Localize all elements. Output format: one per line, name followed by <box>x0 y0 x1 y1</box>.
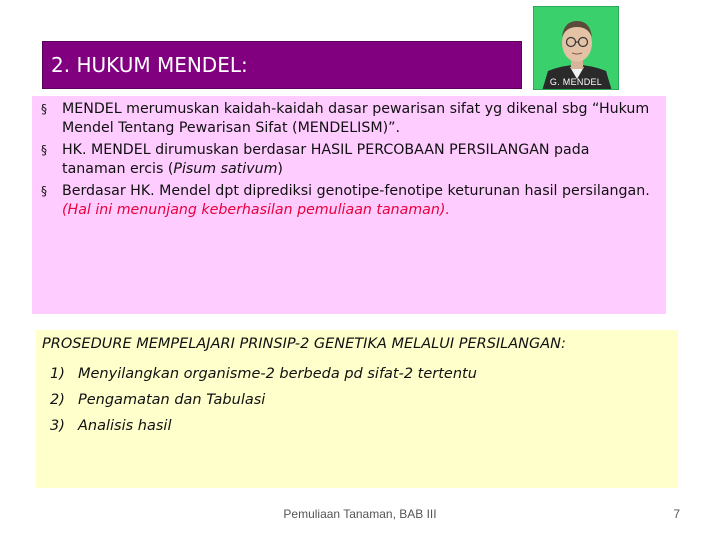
step-number: 1) <box>50 366 65 382</box>
procedure-title: PROSEDURE MEMPELAJARI PRINSIP-2 GENETIKA MELALUI PERSILANGAN: <box>42 336 566 352</box>
list-item <box>32 141 666 179</box>
step-number: 3) <box>50 418 65 434</box>
slide-footer: Pemuliaan Tanaman, BAB III <box>283 507 437 521</box>
procedure-steps <box>50 361 477 439</box>
slide-title: 2. HUKUM MENDEL: <box>51 53 248 77</box>
bullet-icon: § <box>41 102 47 116</box>
bullet-text: HK. MENDEL dirumuskan berdasar HASIL PERCOBAAN PERSILANGAN pada tanaman ercis ( <box>62 142 590 177</box>
bullet-icon: § <box>41 143 47 157</box>
step-number: 2) <box>50 392 65 408</box>
step-text: Analisis hasil <box>78 418 172 434</box>
list-item <box>32 100 666 138</box>
bullet-text: Berdasar HK. Mendel dpt diprediksi genotipe-fenotipe keturunan hasil persilangan. <box>62 183 650 199</box>
page-number: 7 <box>673 507 680 521</box>
highlight-note: (Hal ini menunjang keberhasilan pemuliaan tanaman). <box>62 202 450 218</box>
bullet-text: MENDEL merumuskan kaidah-kaidah dasar pewarisan sifat yg dikenal sbg “Hukum Mendel Tentang Pewarisan Sifat (MENDELISM)”. <box>62 101 650 136</box>
bullet-icon: § <box>41 184 47 198</box>
mendel-law-box <box>32 96 666 314</box>
procedure-box <box>36 330 678 488</box>
list-item <box>50 387 477 413</box>
bullet-list <box>32 96 666 220</box>
title-banner <box>42 41 522 89</box>
list-item <box>32 182 666 220</box>
scientific-name: Pisum sativum <box>173 161 278 177</box>
step-text: Pengamatan dan Tabulasi <box>78 392 266 408</box>
mendel-portrait-icon <box>533 6 619 90</box>
list-item <box>50 413 477 439</box>
bullet-text-end: ) <box>277 161 283 177</box>
portrait-caption: G. MENDEL <box>549 77 603 87</box>
step-text: Menyilangkan organisme-2 berbeda pd sifat-2 tertentu <box>78 366 477 382</box>
list-item <box>50 361 477 387</box>
